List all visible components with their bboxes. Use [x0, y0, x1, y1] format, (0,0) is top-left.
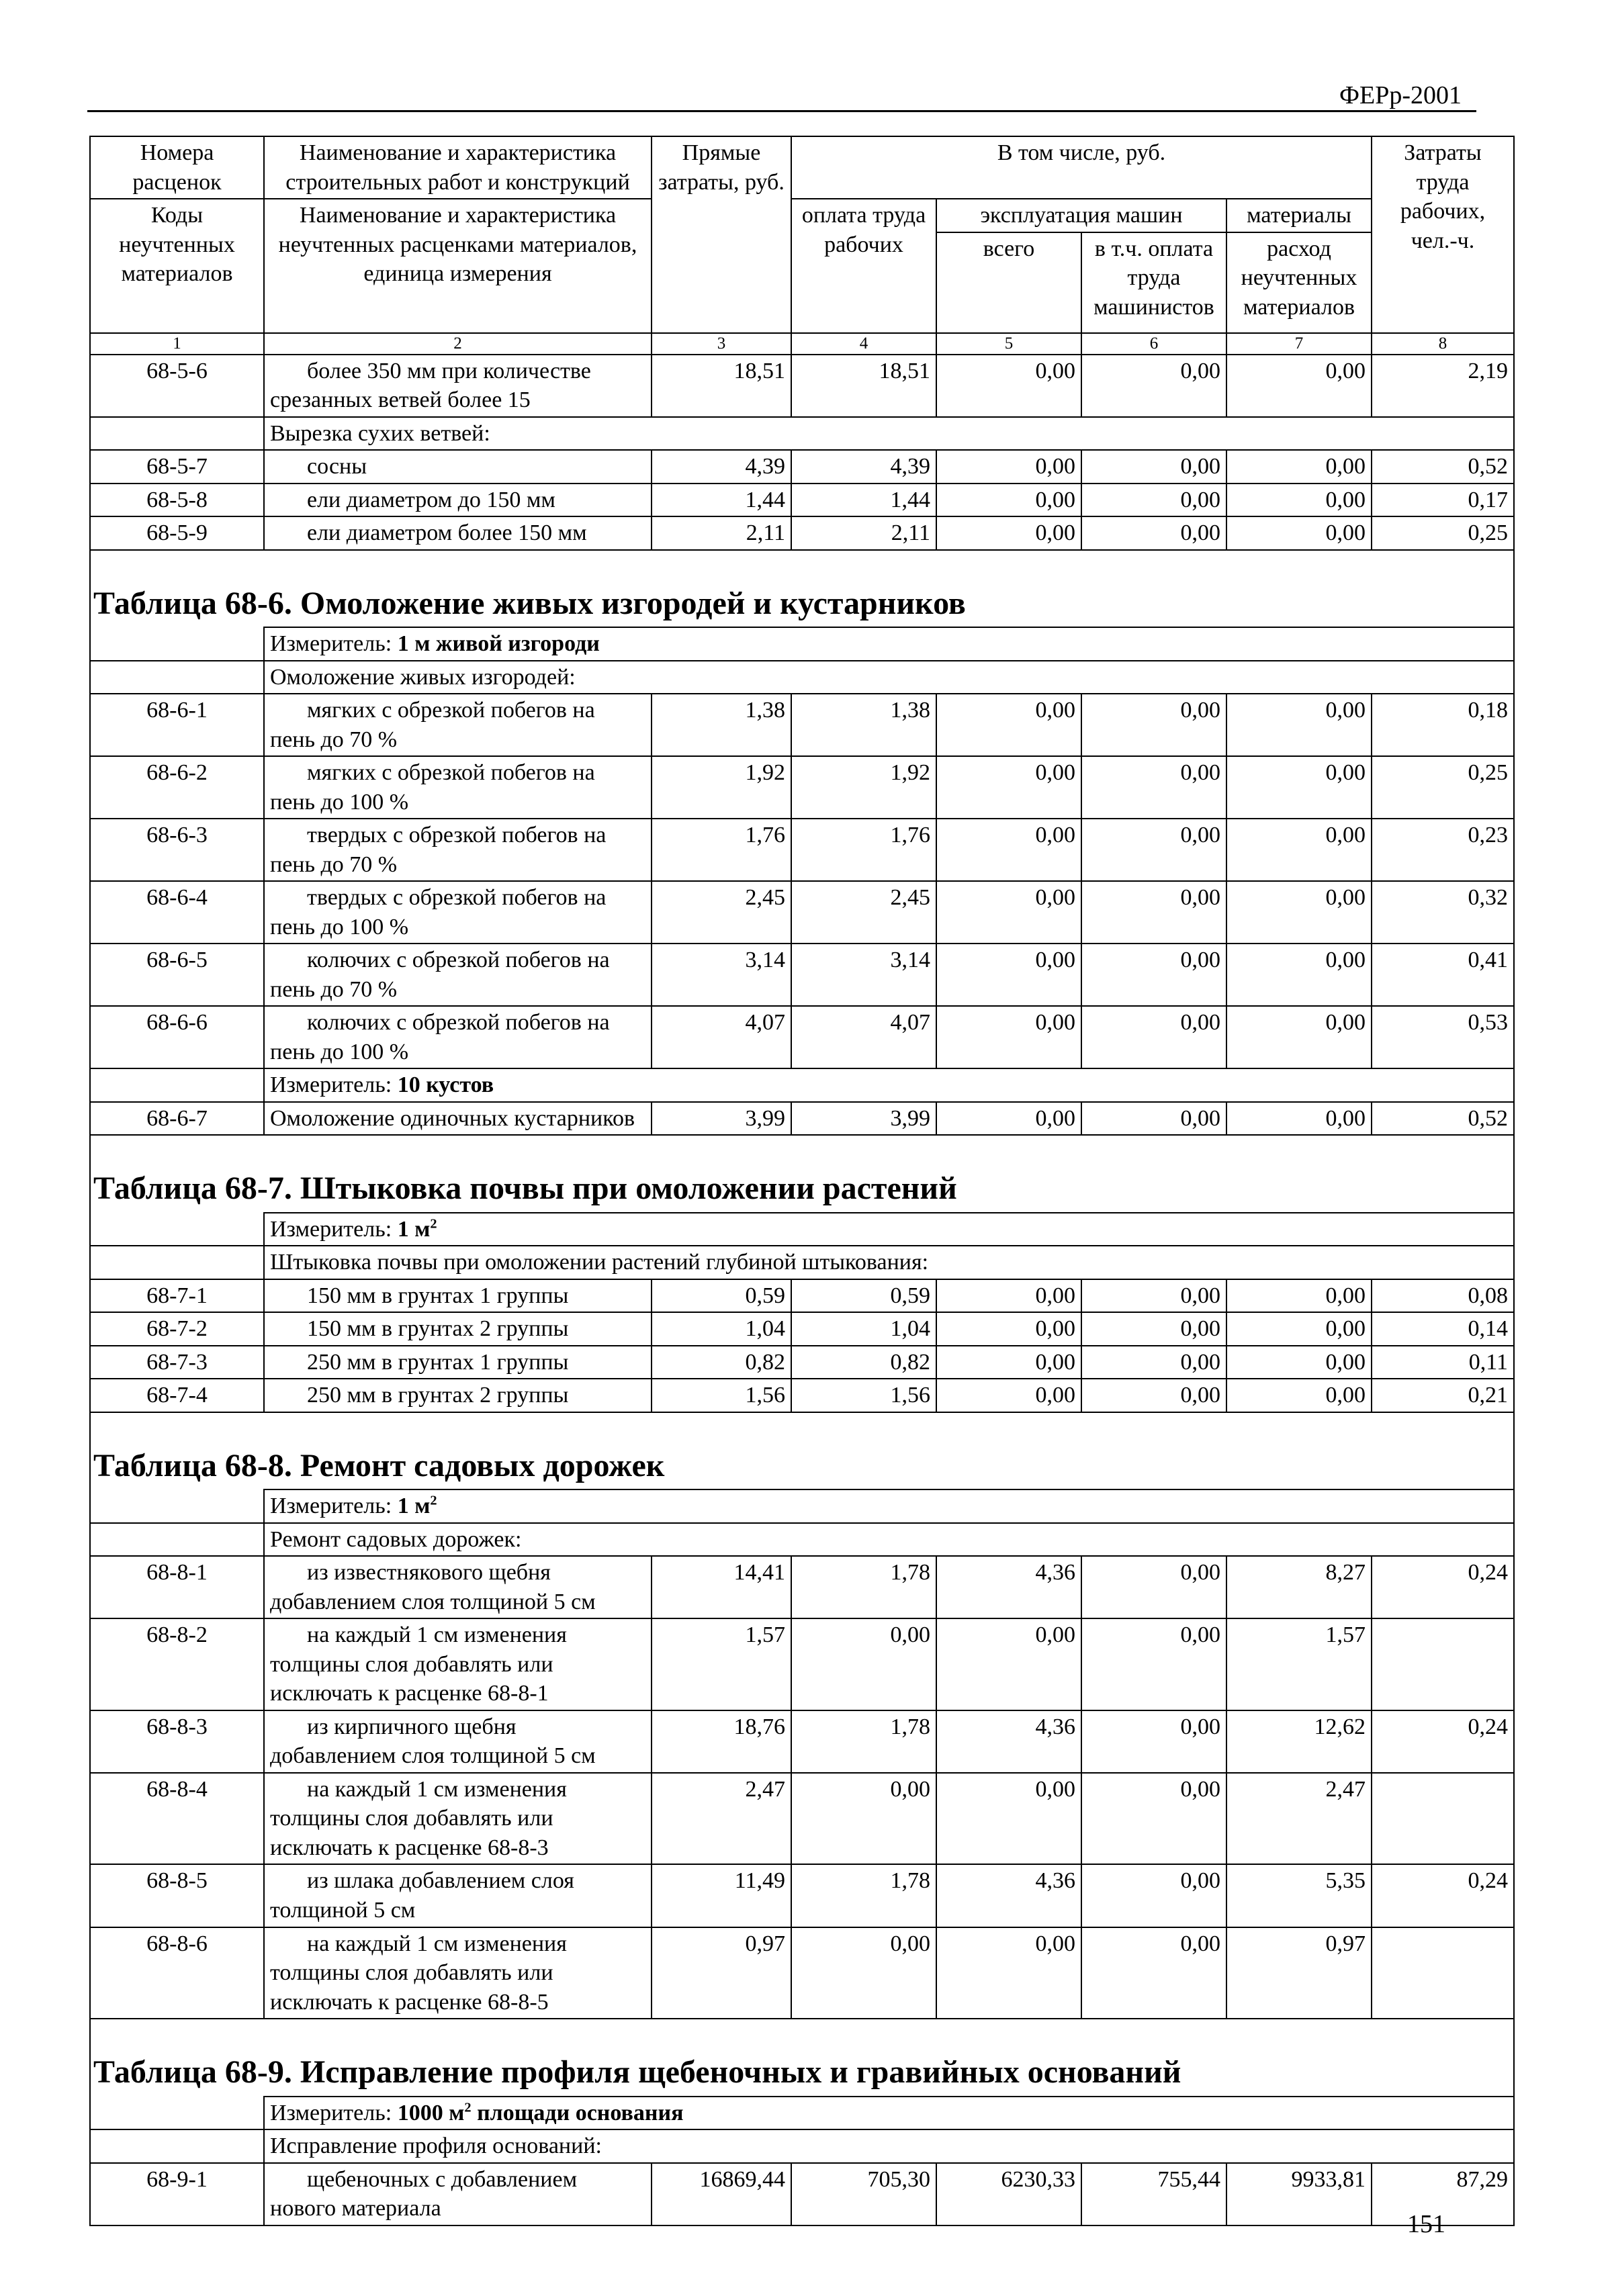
- rate-code: 68-6-4: [90, 881, 264, 944]
- group-heading: Штыковка почвы при омоложении растений глубиной штыкования:: [264, 1246, 1514, 1279]
- labor-pay-value: 0,59: [791, 1279, 936, 1313]
- operators-pay-value: 0,00: [1081, 881, 1226, 944]
- operators-pay-value: 0,00: [1081, 516, 1226, 550]
- table-row: [90, 1864, 1514, 1927]
- materials-value: 5,35: [1226, 1864, 1372, 1927]
- rate-code: 68-7-3: [90, 1346, 264, 1379]
- rate-name: щебеночных с добавлением нового материала: [264, 2163, 652, 2225]
- table-row: [90, 355, 1514, 417]
- rate-code: 68-6-3: [90, 819, 264, 881]
- direct-costs-value: 1,92: [652, 756, 791, 819]
- operators-pay-value: 0,00: [1081, 819, 1226, 881]
- table-row: [90, 1006, 1514, 1068]
- rate-name: ели диаметром более 150 мм: [264, 516, 652, 550]
- col-machine-operation: эксплуатация машин: [936, 199, 1226, 232]
- rate-name: на каждый 1 см изменения толщины слоя добавлять или исключать к расценке 68-8-1: [264, 1618, 652, 1710]
- labor-costs-value: 0,21: [1372, 1379, 1514, 1412]
- rate-code: 68-6-5: [90, 944, 264, 1006]
- labor-pay-value: 2,11: [791, 516, 936, 550]
- table-68-8: [90, 1412, 1514, 1556]
- table-row: [90, 1773, 1514, 1865]
- machine-total-value: 0,00: [936, 1379, 1081, 1412]
- table-68-6: [90, 550, 1514, 694]
- col-total: всего: [936, 232, 1081, 333]
- table-row: [90, 450, 1514, 484]
- rate-name: мягких с обрезкой побегов на пень до 70 %: [264, 694, 652, 756]
- operators-pay-value: 0,00: [1081, 1556, 1226, 1618]
- rate-name: сосны: [264, 450, 652, 484]
- labor-costs-value: 0,52: [1372, 450, 1514, 484]
- rates-table: [89, 136, 1515, 2226]
- rate-code: 68-6-7: [90, 1102, 264, 1136]
- table-row: [90, 484, 1514, 517]
- labor-pay-value: 3,99: [791, 1102, 936, 1136]
- labor-pay-value: 2,45: [791, 881, 936, 944]
- materials-value: 0,00: [1226, 1346, 1372, 1379]
- rate-code: 68-7-1: [90, 1279, 264, 1313]
- direct-costs-value: 2,11: [652, 516, 791, 550]
- operators-pay-value: 0,00: [1081, 1379, 1226, 1412]
- operators-pay-value: 0,00: [1081, 484, 1226, 517]
- labor-costs-value: 0,24: [1372, 1864, 1514, 1927]
- labor-pay-value: 1,04: [791, 1312, 936, 1346]
- table-row: [90, 1618, 1514, 1710]
- labor-costs-value: [1372, 1927, 1514, 2019]
- operators-pay-value: 0,00: [1081, 1346, 1226, 1379]
- materials-value: 0,97: [1226, 1927, 1372, 2019]
- operators-pay-value: 0,00: [1081, 1102, 1226, 1136]
- direct-costs-value: 18,51: [652, 355, 791, 417]
- machine-total-value: 0,00: [936, 881, 1081, 944]
- table-title: Таблица 68-8. Ремонт садовых дорожек: [90, 1438, 1514, 1489]
- column-numbers-row: 1 2 3 4 5 6 7 8: [90, 333, 1514, 355]
- table-row: [90, 881, 1514, 944]
- labor-costs-value: 0,11: [1372, 1346, 1514, 1379]
- rate-name: мягких с обрезкой побегов на пень до 100 %: [264, 756, 652, 819]
- direct-costs-value: 1,38: [652, 694, 791, 756]
- labor-pay-value: 3,14: [791, 944, 936, 1006]
- labor-costs-value: 0,52: [1372, 1102, 1514, 1136]
- machine-total-value: 0,00: [936, 1346, 1081, 1379]
- labor-costs-value: 0,14: [1372, 1312, 1514, 1346]
- table-row: [90, 1279, 1514, 1313]
- measure: Измеритель: 10 кустов: [264, 1068, 1514, 1102]
- table-title: Таблица 68-6. Омоложение живых изгородей и кустарников: [90, 576, 1514, 627]
- machine-total-value: 4,36: [936, 1864, 1081, 1927]
- col-incl-operators: в т.ч. оплата труда машинистов: [1081, 232, 1226, 333]
- rate-name: твердых с обрезкой побегов на пень до 100 %: [264, 881, 652, 944]
- machine-total-value: 0,00: [936, 756, 1081, 819]
- rate-name: Омоложение одиночных кустарников: [264, 1102, 652, 1136]
- machine-total-value: 0,00: [936, 450, 1081, 484]
- rate-name: на каждый 1 см изменения толщины слоя добавлять или исключать к расценке 68-8-5: [264, 1927, 652, 2019]
- materials-value: 0,00: [1226, 881, 1372, 944]
- rate-name: 150 мм в грунтах 2 группы: [264, 1312, 652, 1346]
- col-labor-costs: Затраты труда рабочих, чел.-ч.: [1372, 136, 1514, 333]
- table-row: [90, 944, 1514, 1006]
- page-header: [87, 79, 1476, 112]
- rate-name: колючих с обрезкой побегов на пень до 100 %: [264, 1006, 652, 1068]
- operators-pay-value: 0,00: [1081, 1710, 1226, 1773]
- direct-costs-value: 11,49: [652, 1864, 791, 1927]
- direct-costs-value: 2,47: [652, 1773, 791, 1865]
- rate-code: 68-8-6: [90, 1927, 264, 2019]
- col-material-codes: Коды неучтенных материалов: [90, 199, 264, 333]
- table-68-7: [90, 1135, 1514, 1279]
- page-number: 151: [1407, 2210, 1445, 2238]
- table-row: [90, 1556, 1514, 1618]
- materials-value: 0,00: [1226, 355, 1372, 417]
- rate-name: из кирпичного щебня добавлением слоя толщиной 5 см: [264, 1710, 652, 1773]
- materials-value: 8,27: [1226, 1556, 1372, 1618]
- col-labor-pay: оплата труда рабочих: [791, 199, 936, 333]
- materials-value: 0,00: [1226, 694, 1372, 756]
- operators-pay-value: 0,00: [1081, 694, 1226, 756]
- labor-costs-value: 0,23: [1372, 819, 1514, 881]
- block-68-5-dry: [90, 450, 1514, 550]
- measure: Измеритель: 1 $м^2$: [264, 1213, 1514, 1246]
- direct-costs-value: 4,07: [652, 1006, 791, 1068]
- group-heading: Омоложение живых изгородей:: [264, 661, 1514, 694]
- table-row: [90, 2163, 1514, 2225]
- labor-costs-value: 2,19: [1372, 355, 1514, 417]
- direct-costs-value: 0,59: [652, 1279, 791, 1313]
- machine-total-value: 0,00: [936, 819, 1081, 881]
- machine-total-value: 0,00: [936, 1927, 1081, 2019]
- rate-name: 250 мм в грунтах 1 группы: [264, 1346, 652, 1379]
- labor-costs-value: 0,24: [1372, 1556, 1514, 1618]
- rate-code: 68-5-7: [90, 450, 264, 484]
- table-title: Таблица 68-7. Штыковка почвы при омоложении растений: [90, 1161, 1514, 1212]
- direct-costs-value: 1,44: [652, 484, 791, 517]
- rate-code: 68-8-4: [90, 1773, 264, 1865]
- operators-pay-value: 0,00: [1081, 1864, 1226, 1927]
- document-code: ФЕРр-2001: [1339, 81, 1462, 109]
- group-heading: Исправление профиля оснований:: [264, 2129, 1514, 2163]
- labor-costs-value: 0,08: [1372, 1279, 1514, 1313]
- direct-costs-value: 1,56: [652, 1379, 791, 1412]
- operators-pay-value: 0,00: [1081, 450, 1226, 484]
- rate-code: 68-8-1: [90, 1556, 264, 1618]
- rate-name: колючих с обрезкой побегов на пень до 70 %: [264, 944, 652, 1006]
- operators-pay-value: 0,00: [1081, 1618, 1226, 1710]
- operators-pay-value: 0,00: [1081, 1773, 1226, 1865]
- labor-costs-value: 0,41: [1372, 944, 1514, 1006]
- operators-pay-value: 0,00: [1081, 1312, 1226, 1346]
- materials-value: 0,00: [1226, 450, 1372, 484]
- machine-total-value: 0,00: [936, 484, 1081, 517]
- direct-costs-value: 18,76: [652, 1710, 791, 1773]
- materials-value: 0,00: [1226, 1006, 1372, 1068]
- col-material-name: Наименование и характеристика неучтенных расценками материалов, единица измерения: [264, 199, 652, 333]
- measure: Измеритель: 1 $м^2$: [264, 1489, 1514, 1523]
- rate-code: 68-6-6: [90, 1006, 264, 1068]
- machine-total-value: 0,00: [936, 1312, 1081, 1346]
- labor-costs-value: [1372, 1618, 1514, 1710]
- direct-costs-value: 2,45: [652, 881, 791, 944]
- col-materials: материалы: [1226, 199, 1372, 232]
- labor-costs-value: 0,18: [1372, 694, 1514, 756]
- col-unaccounted-materials: расход неучтенных материалов: [1226, 232, 1372, 333]
- rate-name: более 350 мм при количестве срезанных ветвей более 15: [264, 355, 652, 417]
- labor-costs-value: 0,53: [1372, 1006, 1514, 1068]
- table-row: [90, 694, 1514, 756]
- machine-total-value: 0,00: [936, 1618, 1081, 1710]
- rate-name: из шлака добавлением слоя толщиной 5 см: [264, 1864, 652, 1927]
- operators-pay-value: 0,00: [1081, 944, 1226, 1006]
- rate-code: 68-5-9: [90, 516, 264, 550]
- measure: Измеритель: 1000 $м^2$ площади основания: [264, 2097, 1514, 2130]
- labor-costs-value: 0,32: [1372, 881, 1514, 944]
- operators-pay-value: 0,00: [1081, 1006, 1226, 1068]
- rate-code: 68-6-2: [90, 756, 264, 819]
- operators-pay-value: 0,00: [1081, 756, 1226, 819]
- labor-costs-value: 0,25: [1372, 516, 1514, 550]
- operators-pay-value: 755,44: [1081, 2163, 1226, 2225]
- labor-costs-value: 87,29: [1372, 2163, 1514, 2225]
- table-row: [90, 1102, 1514, 1136]
- materials-value: 0,00: [1226, 516, 1372, 550]
- rate-code: 68-5-6: [90, 355, 264, 417]
- col-direct-costs: Прямые затраты, руб.: [652, 136, 791, 333]
- materials-value: 0,00: [1226, 484, 1372, 517]
- labor-pay-value: 0,82: [791, 1346, 936, 1379]
- col-work-name: Наименование и характеристика строительных работ и конструкций: [264, 136, 652, 199]
- labor-pay-value: 705,30: [791, 2163, 936, 2225]
- rate-name: на каждый 1 см изменения толщины слоя добавлять или исключать к расценке 68-8-3: [264, 1773, 652, 1865]
- rate-code: 68-8-2: [90, 1618, 264, 1710]
- materials-value: 0,00: [1226, 1279, 1372, 1313]
- labor-pay-value: 1,78: [791, 1556, 936, 1618]
- direct-costs-value: 14,41: [652, 1556, 791, 1618]
- labor-costs-value: [1372, 1773, 1514, 1865]
- block-68-5: [90, 355, 1514, 417]
- table-row: [90, 1710, 1514, 1773]
- labor-pay-value: 4,07: [791, 1006, 936, 1068]
- labor-costs-value: 0,17: [1372, 484, 1514, 517]
- operators-pay-value: 0,00: [1081, 1927, 1226, 2019]
- machine-total-value: 0,00: [936, 944, 1081, 1006]
- materials-value: 9933,81: [1226, 2163, 1372, 2225]
- group-heading: Ремонт садовых дорожек:: [264, 1523, 1514, 1557]
- rate-name: ели диаметром до 150 мм: [264, 484, 652, 517]
- table-row: [90, 819, 1514, 881]
- machine-total-value: 0,00: [936, 516, 1081, 550]
- labor-pay-value: 18,51: [791, 355, 936, 417]
- labor-pay-value: 1,78: [791, 1710, 936, 1773]
- direct-costs-value: 1,76: [652, 819, 791, 881]
- table-row: [90, 756, 1514, 819]
- materials-value: 0,00: [1226, 1102, 1372, 1136]
- table-row: [90, 516, 1514, 550]
- machine-total-value: 0,00: [936, 355, 1081, 417]
- table-row: [90, 1346, 1514, 1379]
- labor-pay-value: 1,92: [791, 756, 936, 819]
- rate-code: 68-9-1: [90, 2163, 264, 2225]
- materials-value: 0,00: [1226, 1379, 1372, 1412]
- operators-pay-value: 0,00: [1081, 355, 1226, 417]
- labor-costs-value: 0,25: [1372, 756, 1514, 819]
- rate-name: твердых с обрезкой побегов на пень до 70 %: [264, 819, 652, 881]
- machine-total-value: 0,00: [936, 1773, 1081, 1865]
- rate-code: 68-6-1: [90, 694, 264, 756]
- direct-costs-value: 4,39: [652, 450, 791, 484]
- labor-pay-value: 1,56: [791, 1379, 936, 1412]
- labor-pay-value: 0,00: [791, 1927, 936, 2019]
- table-row: [90, 1379, 1514, 1412]
- machine-total-value: 6230,33: [936, 2163, 1081, 2225]
- direct-costs-value: 0,97: [652, 1927, 791, 2019]
- machine-total-value: 4,36: [936, 1710, 1081, 1773]
- col-including: В том числе, руб.: [791, 136, 1372, 199]
- rate-name: 150 мм в грунтах 1 группы: [264, 1279, 652, 1313]
- rate-code: 68-7-4: [90, 1379, 264, 1412]
- rate-name: из известнякового щебня добавлением слоя толщиной 5 см: [264, 1556, 652, 1618]
- direct-costs-value: 1,04: [652, 1312, 791, 1346]
- materials-value: 0,00: [1226, 819, 1372, 881]
- machine-total-value: 0,00: [936, 694, 1081, 756]
- group-heading: Вырезка сухих ветвей:: [264, 417, 1514, 451]
- table-row: [90, 1927, 1514, 2019]
- direct-costs-value: 0,82: [652, 1346, 791, 1379]
- operators-pay-value: 0,00: [1081, 1279, 1226, 1313]
- labor-pay-value: 1,76: [791, 819, 936, 881]
- rate-code: 68-7-2: [90, 1312, 264, 1346]
- machine-total-value: 0,00: [936, 1279, 1081, 1313]
- machine-total-value: 4,36: [936, 1556, 1081, 1618]
- table-68-9: [90, 2019, 1514, 2162]
- materials-value: 2,47: [1226, 1773, 1372, 1865]
- table-title: Таблица 68-9. Исправление профиля щебеночных и гравийных оснований: [90, 2045, 1514, 2096]
- measure: Измеритель: 1 м живой изгороди: [264, 627, 1514, 661]
- rate-name: 250 мм в грунтах 2 группы: [264, 1379, 652, 1412]
- col-rate-numbers: Номера расценок: [90, 136, 264, 199]
- machine-total-value: 0,00: [936, 1006, 1081, 1068]
- materials-value: 12,62: [1226, 1710, 1372, 1773]
- direct-costs-value: 1,57: [652, 1618, 791, 1710]
- materials-value: 1,57: [1226, 1618, 1372, 1710]
- labor-pay-value: 0,00: [791, 1618, 936, 1710]
- labor-pay-value: 4,39: [791, 450, 936, 484]
- labor-pay-value: 1,38: [791, 694, 936, 756]
- rate-code: 68-8-3: [90, 1710, 264, 1773]
- direct-costs-value: 16869,44: [652, 2163, 791, 2225]
- labor-pay-value: 1,78: [791, 1864, 936, 1927]
- labor-pay-value: 1,44: [791, 484, 936, 517]
- materials-value: 0,00: [1226, 1312, 1372, 1346]
- machine-total-value: 0,00: [936, 1102, 1081, 1136]
- labor-pay-value: 0,00: [791, 1773, 936, 1865]
- table-row: [90, 1312, 1514, 1346]
- labor-costs-value: 0,24: [1372, 1710, 1514, 1773]
- rate-code: 68-8-5: [90, 1864, 264, 1927]
- direct-costs-value: 3,14: [652, 944, 791, 1006]
- direct-costs-value: 3,99: [652, 1102, 791, 1136]
- materials-value: 0,00: [1226, 756, 1372, 819]
- materials-value: 0,00: [1226, 944, 1372, 1006]
- rate-code: 68-5-8: [90, 484, 264, 517]
